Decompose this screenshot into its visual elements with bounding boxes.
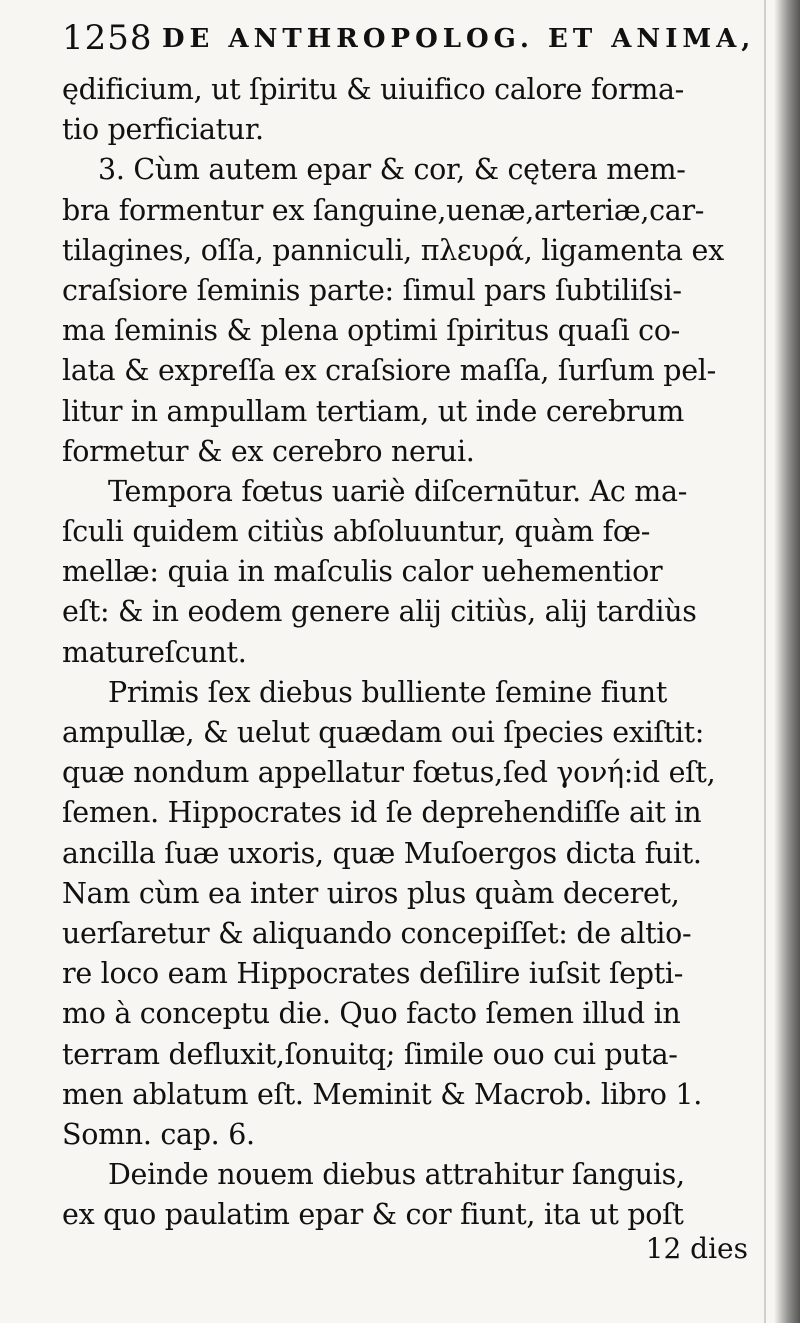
page-edge-shadow xyxy=(774,0,800,1323)
text-line: quæ nondum appellatur fœtus,ſed γονή:id eſt, xyxy=(62,756,716,790)
text-line: formetur & ex cerebro nerui. xyxy=(62,434,475,468)
text-line: craſsiore ſeminis parte: ſimul pars ſubtiliſsi- xyxy=(62,273,682,307)
text-line: ampullæ, & uelut quædam oui ſpecies exiſtit: xyxy=(62,716,705,749)
catchword: 12 dies xyxy=(645,1232,748,1265)
text-line: men ablatum eſt. Meminit & Macrob. libro 1. xyxy=(62,1077,703,1111)
text-line: Tempora fœtus uariè diſcernūtur. Ac ma- xyxy=(108,474,688,508)
text-line: ex quo paulatim epar & cor fiunt, ita ut poſt xyxy=(62,1198,684,1232)
text-line: Primis ſex diebus bulliente ſemine fiunt xyxy=(108,675,668,709)
text-line: ędificium, ut ſpiritu & uiuifico calore forma- xyxy=(62,73,685,106)
text-line: terram defluxit,ſonuitq; ſimile ouo cui puta- xyxy=(62,1037,678,1071)
text-line: 3. Cùm autem epar & cor, & cętera mem- xyxy=(98,153,686,187)
text-line: ancilla ſuæ uxoris, quæ Muſoergos dicta fuit. xyxy=(62,836,702,870)
running-head: DE ANTHROPOLOG. ET ANIMA, xyxy=(162,24,756,54)
text-line: ma ſeminis & plena optimi ſpiritus quaſi co- xyxy=(62,314,681,348)
text-line: litur in ampullam tertiam, ut inde cerebrum xyxy=(62,394,684,428)
text-line: uerſaretur & aliquando concepiſſet: de altio- xyxy=(62,916,692,950)
text-line: eſt: & in eodem genere alij citiùs, alij tardiùs xyxy=(62,595,697,629)
text-line: ſculi quidem citiùs abſoluuntur, quàm fœ- xyxy=(62,515,651,549)
text-line: bra formentur ex ſanguine,uenæ,arteriæ,car- xyxy=(62,193,705,227)
text-line: ſemen. Hippocrates id ſe deprehendiſſe ait in xyxy=(62,796,702,830)
text-line: Deinde nouem diebus attrahitur ſanguis, xyxy=(108,1158,685,1192)
text-line: tilagines, oſſa, panniculi, πλευρά, ligamenta ex xyxy=(62,233,724,267)
text-line: mo à conceptu die. Quo facto ſemen illud in xyxy=(62,997,681,1031)
page-header xyxy=(62,14,756,60)
body-text xyxy=(62,70,768,1235)
text-line: tio perficiatur. xyxy=(62,113,264,147)
text-line: Nam cùm ea inter uiros plus quàm deceret, xyxy=(62,876,680,910)
text-line: matureſcunt. xyxy=(62,635,247,669)
text-line: mellæ: quia in maſculis calor uehementior xyxy=(62,555,663,589)
page-number: 1258 xyxy=(62,18,153,58)
text-line: lata & expreſſa ex craſsiore maſſa, ſurſum pel- xyxy=(62,354,716,388)
text-line: re loco eam Hippocrates deſilire iuſsit ſepti- xyxy=(62,957,684,991)
text-line: Somn. cap. 6. xyxy=(62,1117,255,1151)
page-edge-line xyxy=(764,0,766,1323)
